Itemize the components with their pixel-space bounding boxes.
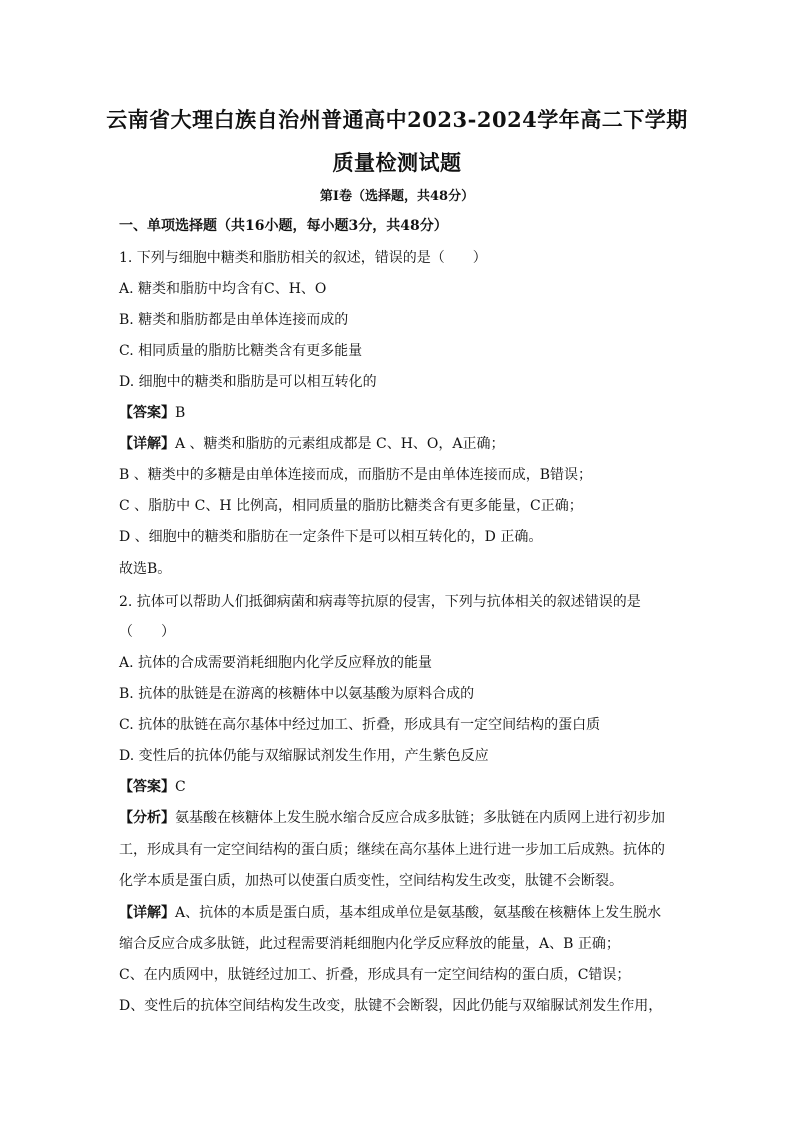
- question-1-detail-line: C 、脂肪中 C、H 比例高，相同质量的脂肪比糖类含有更多能量，C正确；: [119, 498, 583, 514]
- section-heading: 一、单项选择题（共16小题，每小题3分，共48分）: [119, 218, 448, 234]
- analysis-tag: 【分析】: [119, 810, 175, 826]
- question-1-option-d: D. 细胞中的糖类和脂肪是可以相互转化的: [119, 374, 377, 390]
- document-title-line-2: 质量检测试题: [332, 150, 462, 175]
- question-1-stem: 1. 下列与细胞中糖类和脂肪相关的叙述，错误的是（ ）: [119, 250, 487, 266]
- answer-value: B: [175, 405, 186, 421]
- question-2-stem-continued: （ ）: [119, 624, 175, 640]
- part-heading: 第Ⅰ卷（选择题，共48分）: [319, 189, 475, 204]
- question-1-option-c: C. 相同质量的脂肪比糖类含有更多能量: [119, 343, 363, 359]
- detail-tag: 【详解】: [119, 905, 175, 921]
- question-1-detail-line: [119, 434, 689, 454]
- question-2-detail-line: [119, 903, 689, 923]
- question-1-conclusion: 故选B。: [119, 561, 172, 577]
- question-2-detail-line: 缩合反应合成多肽链，此过程需要消耗细胞内化学反应释放的能量，A、B 正确；: [119, 936, 620, 952]
- answer-tag: 【答案】: [119, 779, 175, 795]
- question-2-option-b: B. 抗体的肽链是在游离的核糖体中以氨基酸为原料合成的: [119, 686, 475, 702]
- document-title-line-1: 云南省大理白族自治州普通高中2023-2024学年高二下学期: [106, 107, 688, 132]
- question-2-detail-line: D、变性后的抗体空间结构发生改变，肽键不会断裂，因此仍能与双缩脲试剂发生作用，: [119, 998, 663, 1014]
- question-1-detail-line: B 、糖类中的多糖是由单体连接而成，而脂肪不是由单体连接而成，B错误；: [119, 467, 593, 483]
- answer-value: C: [175, 779, 186, 795]
- detail-text: A 、糖类和脂肪的元素组成都是 C、H、O，A正确；: [175, 436, 505, 452]
- question-1-detail-line: D 、细胞中的糖类和脂肪在一定条件下是可以相互转化的，D 正确。: [119, 529, 543, 545]
- analysis-text: 氨基酸在核糖体上发生脱水缩合反应合成多肽链；多肽链在内质网上进行初步加: [175, 810, 665, 826]
- question-2-analysis-line: 工，形成具有一定空间结构的蛋白质；继续在高尔基体上进行进一步加工后成熟。抗体的: [119, 842, 665, 858]
- answer-tag: 【答案】: [119, 405, 175, 421]
- question-1-answer: [119, 403, 689, 423]
- question-2-analysis-line: 化学本质是蛋白质，加热可以使蛋白质变性，空间结构发生改变，肽键不会断裂。: [119, 873, 623, 889]
- detail-text: A、抗体的本质是蛋白质，基本组成单位是氨基酸，氨基酸在核糖体上发生脱水: [175, 905, 662, 921]
- detail-tag: 【详解】: [119, 436, 175, 452]
- question-2-option-d: D. 变性后的抗体仍能与双缩脲试剂发生作用，产生紫色反应: [119, 748, 489, 764]
- question-2-detail-line: C、在内质网中，肽链经过加工、折叠，形成具有一定空间结构的蛋白质，C错误；: [119, 967, 631, 983]
- question-1-option-b: B. 糖类和脂肪都是由单体连接而成的: [119, 312, 349, 328]
- question-2-answer: [119, 777, 689, 797]
- question-2-stem: 2. 抗体可以帮助人们抵御病菌和病毒等抗原的侵害，下列与抗体相关的叙述错误的是: [119, 594, 641, 610]
- question-1-option-a: A. 糖类和脂肪中均含有C、H、O: [119, 281, 327, 297]
- question-2-analysis-line: [119, 808, 689, 828]
- question-2-option-a: A. 抗体的合成需要消耗细胞内化学反应释放的能量: [119, 655, 433, 671]
- question-2-option-c: C. 抗体的肽链在高尔基体中经过加工、折叠，形成具有一定空间结构的蛋白质: [119, 717, 601, 733]
